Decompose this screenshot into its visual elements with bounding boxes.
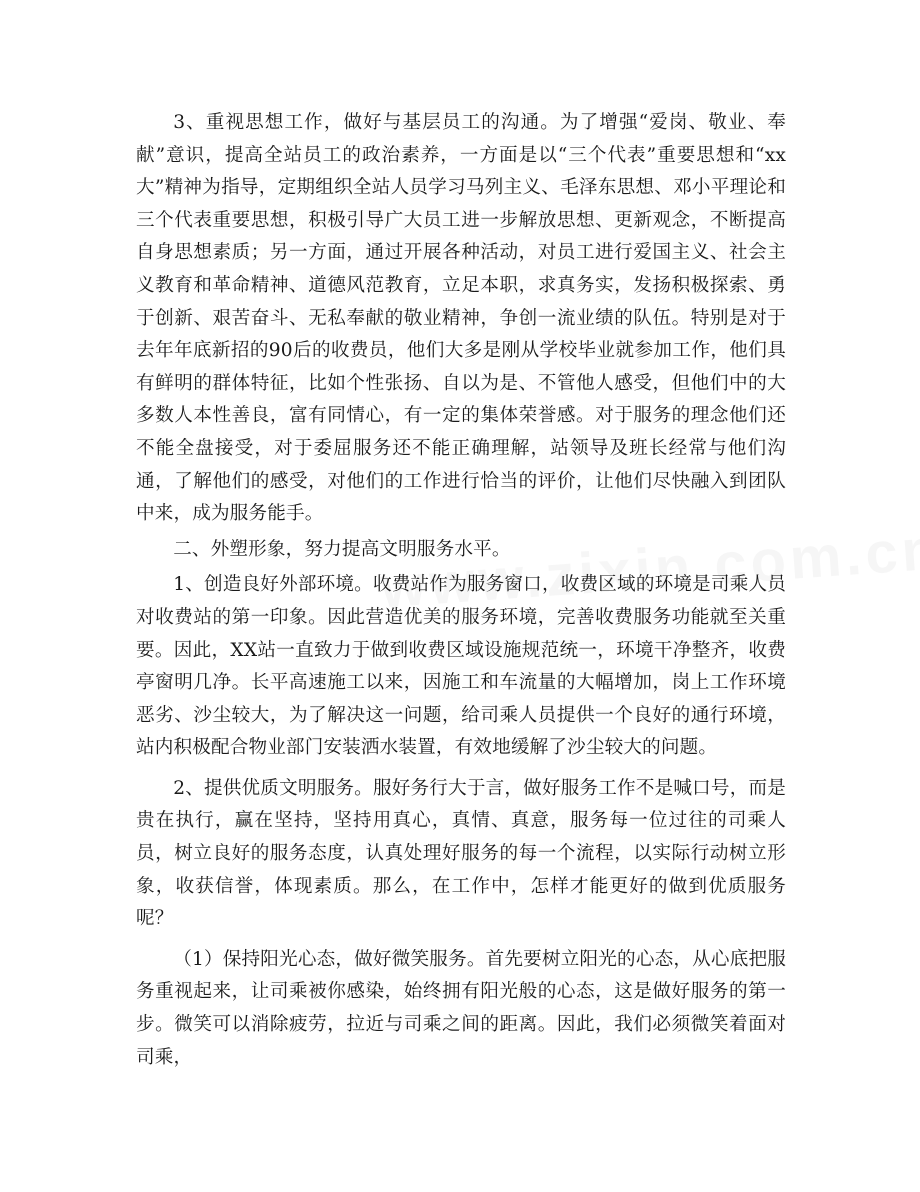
document-body [136,107,786,1082]
section-heading-external-image: 二、外塑形象，努力提高文明服务水平。 [173,538,511,560]
paragraph-quality-service: 2、提供优质文明服务。服好务行大于言，做好服务工作不是喊口号，而是贵在执行，赢在坚持，坚持用真心，真情、真意，服务每一位过往的司乘人员，树立良好的服务态度，认真处理好服务的每一个流程，以实际行动树立形象，收获信誉，体现素质。那么，在工作中，怎样才能更好的做到优质服务呢？ [136,777,786,930]
paragraph-ideological-work: 3、重视思想工作，做好与基层员工的沟通。为了增强“爱岗、敬业、奉献”意识，提高全站员工的政治素养，一方面是以“三个代表”重要思想和“xx大”精神为指导，定期组织全站人员学习马列主义、毛泽东思想、邓小平理论和三个代表重要思想，积极引导广大员工进一步解放思想、更新观念，不断提高自身思想素质；另一方面，通过开展各种活动，对员工进行爱国主义、社会主义教育和革命精神、道德风范教育，立足本职，求真务实，发扬积极探索、勇于创新、艰苦奋斗、无私奉献的敬业精神，争创一流业绩的队伍。特别是对于去年年底新招的90后的收费员，他们大多是刚从学校毕业就参加工作，他们具有鲜明的群体特征，比如个性张扬、自以为是、不管他人感受，但他们中的大多数人本性善良，富有同情心，有一定的集体荣誉感。对于服务的理念他们还不能全盘接受，对于委屈服务还不能正确理解，站领导及班长经常与他们沟通，了解他们的感受，对他们的工作进行恰当的评价，让他们尽快融入到团队中来，成为服务能手。 [136,112,786,525]
paragraph-external-environment: 1、创造良好外部环境。收费站作为服务窗口，收费区域的环境是司乘人员对收费站的第一印象。因此营造优美的服务环境，完善收费服务功能就至关重要。因此，XX站一直致力于做到收费区域设施规范统一，环境干净整齐，收费亭窗明几净。长平高速施工以来，因施工和车流量的大幅增加，岗上工作环境恶劣、沙尘较大，为了解决这一问题，给司乘人员提供一个良好的通行环境，站内积极配合物业部门安装洒水装置，有效地缓解了沙尘较大的问题。 [136,574,786,759]
paragraph-sunshine-attitude: （1）保持阳光心态，做好微笑服务。首先要树立阳光的心态，从心底把服务重视起来，让司乘被你感染，始终拥有阳光般的心态，这是做好服务的第一步。微笑可以消除疲劳，拉近与司乘之间的距离。因此，我们必须微笑着面对司乘， [136,948,786,1068]
